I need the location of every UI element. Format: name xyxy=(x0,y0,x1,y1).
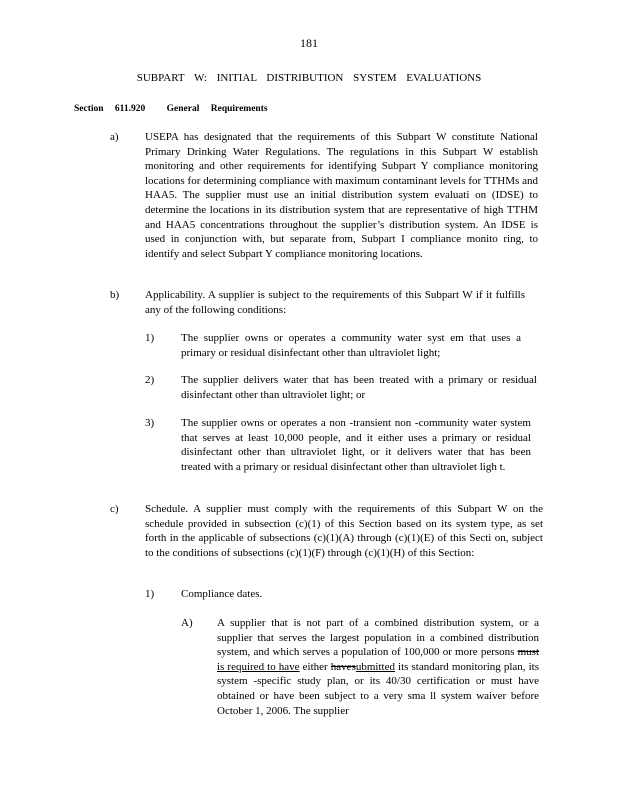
item-b2-text: The supplier delivers water that has been treated with a primary or residual disinfectant other than ultraviolet light; or xyxy=(181,374,537,401)
inserted-phrase-is-required: is required to have xyxy=(217,660,300,673)
item-cA-text-before: A supplier that is not part of a combined distribution system, or a supplier that serves the largest population in a combined distribution system, and which serves a population of 100,000 or more persons xyxy=(217,617,539,659)
item-a-text: USEPA has designated that the requirements of this Subpart W constitute National Primary Drinking Water Regulations. The regulations in this Subpart W establish monitoring and other requirements for identifying Subpart Y compliance monitoring locations for determining compliance with maximum contaminant levels for TTHMs and HAA5. The supplier must use an initial distribution system evaluati on (IDSE) to determine the locations in its distribution system that are representative of high TTHM and HAA5 concentrations throughout the supplier’s distribution system. An IDSE is used in conjunction with, but separate from, Subpart I compliance monito ring, to identify and select Subpart Y compliance monitoring locations. xyxy=(145,131,538,260)
item-b3-label: 3) xyxy=(145,417,155,429)
section-number: Section 611.920 xyxy=(74,104,146,114)
item-b3-text: The supplier owns or operates a non -transient non -community water system that serves at least 10,000 people, and it either uses a primary or residual disinfectant other than ultraviolet light, or it delivers water that has been treated with a primary or residual disinfectant other than ultraviolet ligh t. xyxy=(181,417,531,473)
inserted-ubmitted: ubmitted xyxy=(355,660,395,673)
item-b1-label: 1) xyxy=(145,332,155,344)
item-cA-mid: either xyxy=(302,660,328,673)
page-number: 181 xyxy=(300,36,318,50)
item-cA-text-after: its standard monitoring plan, its system -specific study plan, or its 40/30 certification or must have obtained or have been subject to a very sma ll system waiver before October 1, 2006. The supplier xyxy=(217,660,540,717)
item-b-label: b) xyxy=(110,289,120,301)
section-title: General Requirements xyxy=(166,104,268,114)
item-b2-label: 2) xyxy=(145,374,155,386)
item-a-label: a) xyxy=(110,131,119,143)
subpart-title: SUBPART W: INITIAL DISTRIBUTION SYSTEM EVALUATIONS xyxy=(136,72,482,84)
item-cA-label: A) xyxy=(181,617,193,629)
struck-word-must: must xyxy=(517,646,540,659)
struck-word-have: have xyxy=(330,660,352,673)
item-c-label: c) xyxy=(110,503,119,515)
item-c-text: Schedule. A supplier must comply with the requirements of this Subpart W on the schedule provided in subsection (c)(1) of this Section based on its system type, as set forth in the applicable of subsections (c)(1)(A) through (c)(1)(E) of this Secti on, subject to the conditions of subsections (c)(1)(F) through (c)(1)(H) of this Section: xyxy=(145,503,543,559)
item-b-text: Applicability. A supplier is subject to the requirements of this Subpart W if it fulfills any of the following conditions: xyxy=(145,289,525,316)
item-b1-text: The supplier owns or operates a community water syst em that uses a primary or residual disinfectant other than ultraviolet light; xyxy=(181,332,521,359)
item-c1-text: Compliance dates. xyxy=(181,588,263,600)
struck-letter-s: s xyxy=(351,660,356,673)
item-c1-label: 1) xyxy=(145,588,155,600)
item-cA-text xyxy=(217,616,539,718)
section-heading xyxy=(74,102,268,117)
